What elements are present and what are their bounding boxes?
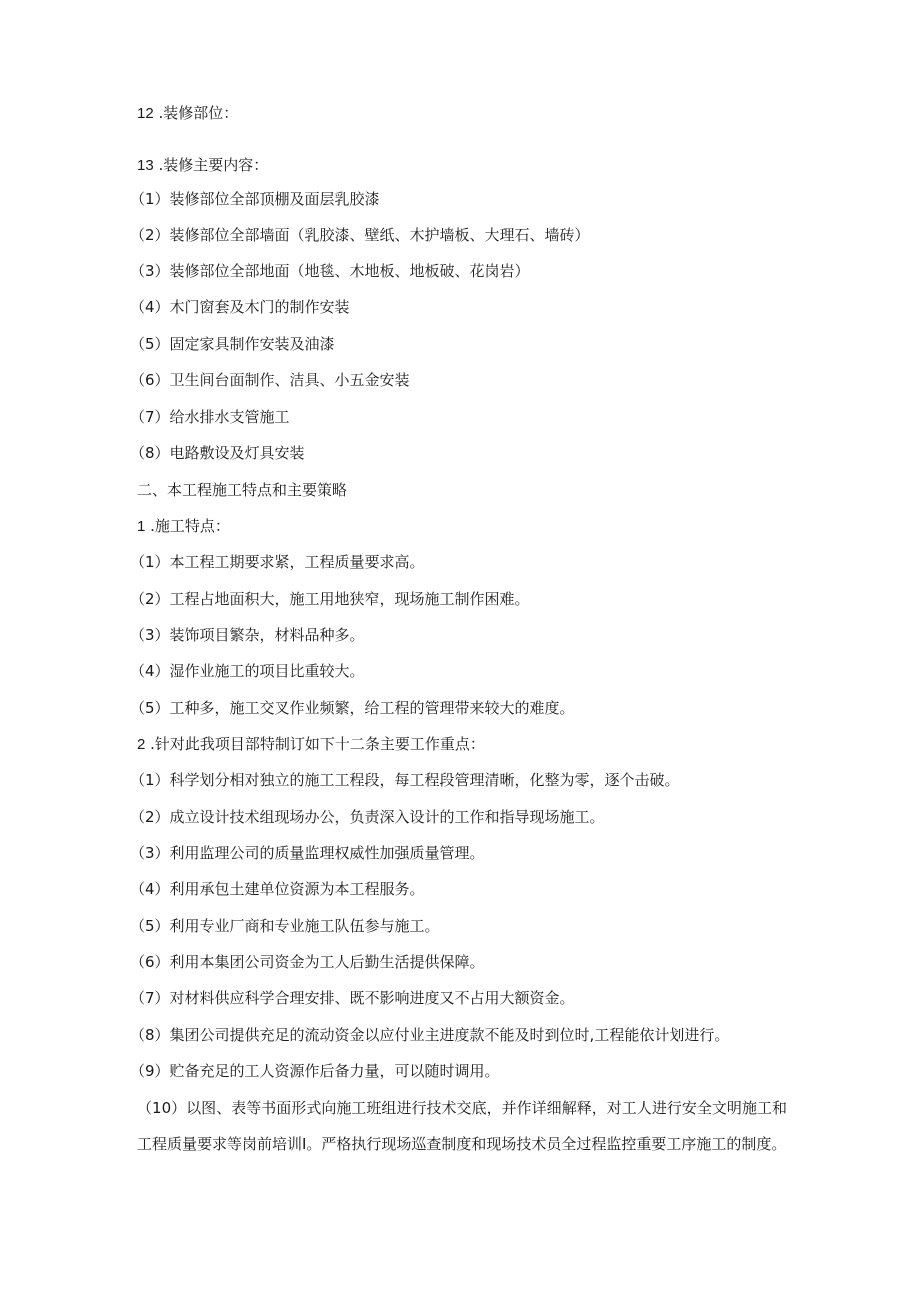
list-item: （3）利用监理公司的质量监理权威性加强质量管理。 — [130, 844, 485, 862]
subsection-heading — [137, 516, 230, 537]
item-number: 12 — [137, 105, 154, 122]
list-item: （7）对材料供应科学合理安排、既不影响进度又不占用大额资金。 — [130, 989, 575, 1007]
list-item: （5）利用专业厂商和专业施工队伍参与施工。 — [130, 917, 440, 935]
list-item: （5）工种多，施工交叉作业频繁，给工程的管理带来较大的难度。 — [130, 699, 575, 717]
item-number: 13 — [137, 157, 154, 174]
item-12-heading — [137, 103, 238, 124]
list-item: （5）固定家具制作安装及油漆 — [130, 335, 335, 353]
list-item: （1）本工程工期要求紧，工程质量要求高。 — [130, 553, 425, 571]
item-number: 1 — [137, 518, 146, 535]
item-text: .针对此我项目部特制订如下十二条主要工作重点： — [145, 735, 485, 753]
section-heading: 二、本工程施工特点和主要策略 — [137, 481, 348, 499]
list-item: （2）工程占地面积大，施工用地狭窄，现场施工制作困难。 — [130, 590, 530, 608]
list-item: （4）湿作业施工的项目比重较大。 — [130, 662, 365, 680]
list-item: （3）装修部位全部地面（地毯、木地板、地板破、花岗岩） — [130, 262, 530, 280]
paragraph-item-10: （10）以图、表等书面形式向施工班组进行技术交底，并作详细解释，对工人进行安全文明施工和工程质量要求等岗前培训I。严格执行现场巡查制度和现场技术员全过程监控重要工序施工的制度。 — [137, 1099, 787, 1153]
list-item: （4）利用承包土建单位资源为本工程服务。 — [130, 880, 425, 898]
subsection-heading — [137, 734, 485, 755]
item-text: .装修部位： — [153, 104, 239, 122]
list-item: （2）装修部位全部墙面（乳胶漆、壁纸、木护墙板、大理石、墙砖） — [130, 226, 590, 244]
list-item: （9）贮备充足的工人资源作后备力量，可以随时调用。 — [130, 1062, 500, 1080]
list-item: （8）电路敷设及灯具安装 — [130, 444, 305, 462]
list-item: （1）装修部位全部顶棚及面层乳胶漆 — [130, 190, 380, 208]
list-item: （7）给水排水支管施工 — [130, 408, 290, 426]
item-number: 2 — [137, 736, 146, 753]
list-item: （4）木门窗套及木门的制作安装 — [130, 298, 350, 316]
item-text: .装修主要内容： — [153, 156, 269, 174]
list-item: （2）成立设计技术组现场办公，负责深入设计的工作和指导现场施工。 — [130, 808, 605, 826]
list-item: （1）科学划分相对独立的施工工程段，每工程段管理清晰，化整为零，逐个击破。 — [130, 771, 680, 789]
item-13-heading — [137, 155, 268, 176]
list-item: （6）卫生间台面制作、洁具、小五金安装 — [130, 371, 410, 389]
item-text: .施工特点： — [145, 517, 230, 535]
list-item: （8）集团公司提供充足的流动资金以应付业主进度款不能及时到位时,工程能依计划进行。 — [130, 1026, 730, 1044]
list-item: （3）装饰项目繁杂，材料品种多。 — [130, 626, 365, 644]
list-item: （6）利用本集团公司资金为工人后勤生活提供保障。 — [130, 953, 485, 971]
